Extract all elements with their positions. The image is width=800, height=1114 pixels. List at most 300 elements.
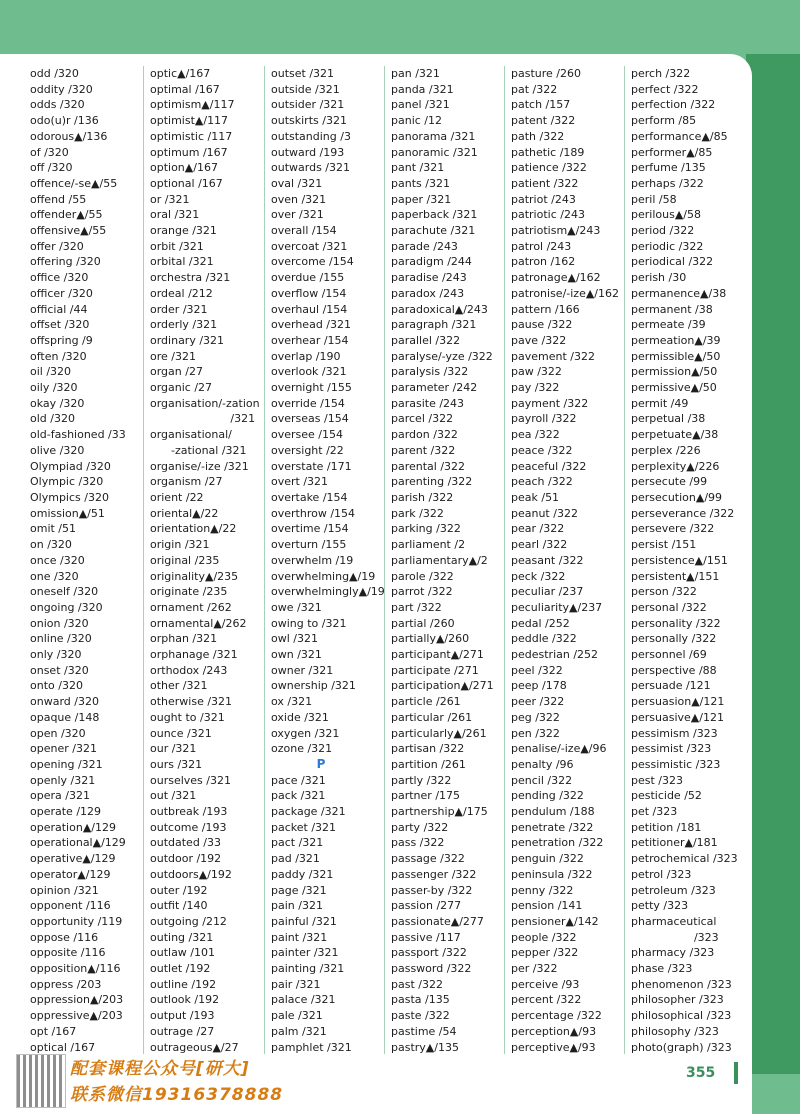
word-entry: perpetual /38: [631, 412, 706, 426]
word-entry: penalise/-ize▲/96: [511, 742, 607, 756]
word-entry: parliament /2: [391, 538, 466, 552]
word-entry: paradox /243: [391, 286, 465, 300]
word-entry: organism /27: [150, 475, 223, 489]
word-entry: /321: [150, 412, 256, 426]
word-entry: ornamental▲/262: [150, 616, 247, 630]
word-entry: perception▲/93: [511, 1024, 597, 1038]
word-entry: perform /85: [631, 114, 697, 128]
word-entry: philosophical /323: [631, 1009, 732, 1023]
word-entry: olive /320: [30, 443, 85, 457]
word-entry: overhear /154: [271, 333, 349, 347]
word-entry: pension /141: [511, 899, 583, 913]
word-entry: overcoat /321: [271, 239, 348, 253]
word-entry: opener /321: [30, 742, 97, 756]
word-entry: orchestra /321: [150, 271, 231, 285]
word-entry: permanence▲/38: [631, 286, 727, 300]
word-entry: panoramic /321: [391, 145, 478, 159]
word-entry: overwhelming▲/19: [271, 569, 376, 583]
word-entry: pan /321: [391, 67, 440, 80]
word-entry: pepper /322: [511, 946, 579, 960]
word-entry: office /320: [30, 271, 89, 285]
word-entry: one /320: [30, 569, 79, 583]
word-entry: partial /260: [391, 616, 455, 630]
word-entry: ought to /321: [150, 710, 225, 724]
word-entry: old /320: [30, 412, 75, 426]
word-column-5: [511, 66, 631, 1056]
word-entry: pedestrian /252: [511, 648, 599, 662]
word-entry: persuasive▲/121: [631, 710, 724, 724]
word-entry: pastry▲/135: [391, 1040, 459, 1054]
word-entry: offset /320: [30, 318, 90, 332]
word-entry: park /322: [391, 506, 444, 520]
word-entry: passenger /322: [391, 867, 477, 881]
word-entry: oxygen /321: [271, 726, 340, 740]
word-entry: ornament /262: [150, 600, 232, 614]
word-entry: pea /322: [511, 428, 560, 442]
word-entry: peril /58: [631, 192, 677, 206]
word-entry: option▲/167: [150, 161, 218, 175]
word-entry: panorama /321: [391, 129, 476, 143]
word-entry: pharmacy /323: [631, 946, 715, 960]
word-entry: persist /151: [631, 538, 697, 552]
word-entry: oppressive▲/203: [30, 1009, 123, 1023]
word-entry: peg /322: [511, 710, 560, 724]
word-entry: pedal /252: [511, 616, 570, 630]
word-entry: personnel /69: [631, 648, 707, 662]
word-entry: parent /322: [391, 443, 456, 457]
word-entry: pessimistic /323: [631, 757, 721, 771]
word-entry: opera /321: [30, 789, 90, 803]
word-entry: parish /322: [391, 490, 454, 504]
word-entry: permanent /38: [631, 302, 713, 316]
word-entry: online /320: [30, 632, 92, 646]
word-column-3: [271, 66, 391, 1056]
word-entry: pessimist /323: [631, 742, 712, 756]
word-entry: oxide /321: [271, 710, 329, 724]
word-entry: orphanage /321: [150, 648, 238, 662]
word-entry: orient /22: [150, 490, 204, 504]
section-letter: P: [316, 756, 326, 771]
word-entry: pear /322: [511, 522, 565, 536]
word-entry: periodical /322: [631, 255, 714, 269]
word-entry: philosophy /323: [631, 1024, 719, 1038]
word-entry: pencil /322: [511, 773, 573, 787]
edge-tab: [746, 54, 800, 1074]
word-entry: operational▲/129: [30, 836, 126, 850]
word-entry: overthrow /154: [271, 506, 356, 520]
word-entry: outlet /192: [150, 962, 211, 976]
word-entry: parking /322: [391, 522, 461, 536]
word-entry: peel /322: [511, 663, 563, 677]
word-entry: on /320: [30, 538, 72, 552]
word-entry: owner /321: [271, 663, 334, 677]
word-entry: owing to /321: [271, 616, 347, 630]
word-entry: outfit /140: [150, 899, 208, 913]
word-entry: paper /321: [391, 192, 452, 206]
word-entry: paw /322: [511, 365, 562, 379]
word-entry: parenting /322: [391, 475, 473, 489]
word-entry: paralysis /322: [391, 365, 469, 379]
word-entry: overlap /190: [271, 349, 341, 363]
word-entry: permission▲/50: [631, 365, 718, 379]
word-entry: passport /322: [391, 946, 467, 960]
word-entry: pasture /260: [511, 67, 581, 80]
word-entry: organic /27: [150, 381, 213, 395]
word-entry: operative▲/129: [30, 852, 116, 866]
word-entry: opposition▲/116: [30, 962, 121, 976]
word-entry: ownership /321: [271, 679, 356, 693]
word-entry: phenomenon /323: [631, 977, 732, 991]
word-entry: omission▲/51: [30, 506, 105, 520]
word-entry: pardon /322: [391, 428, 458, 442]
word-entry: parade /243: [391, 239, 458, 253]
word-entry: phase /323: [631, 962, 693, 976]
word-entry: patriotism▲/243: [511, 224, 601, 238]
word-entry: ongoing /320: [30, 600, 103, 614]
word-entry: perplexity▲/226: [631, 459, 720, 473]
word-entry: particularly▲/261: [391, 726, 487, 740]
word-entry: passer-by /322: [391, 883, 473, 897]
word-entry: permeate /39: [631, 318, 706, 332]
word-entry: oppress /203: [30, 977, 102, 991]
word-entry: outlook /192: [150, 993, 220, 1007]
word-entry: originate /235: [150, 585, 228, 599]
word-entry: orientation▲/22: [150, 522, 237, 536]
word-entry: outgoing /212: [150, 914, 227, 928]
word-entry: optimist▲/117: [150, 114, 229, 128]
word-entry: parachute /321: [391, 224, 476, 238]
word-entry: persecution▲/99: [631, 490, 723, 504]
word-entry: penny /322: [511, 883, 574, 897]
word-entry: paradigm /244: [391, 255, 472, 269]
word-entry: orbital /321: [150, 255, 214, 269]
word-entry: outrageous▲/27: [150, 1040, 239, 1054]
promo-line-1: 配套课程公众号[研大]: [70, 1059, 250, 1079]
word-entry: personally /322: [631, 632, 717, 646]
word-entry: outer /192: [150, 883, 208, 897]
word-entry: organ /27: [150, 365, 203, 379]
word-entry: peninsula /322: [511, 867, 593, 881]
word-entry: personal /322: [631, 600, 707, 614]
word-entry: pen /322: [511, 726, 560, 740]
word-entry: partly /322: [391, 773, 452, 787]
word-entry: onset /320: [30, 663, 89, 677]
word-entry: outward /193: [271, 145, 345, 159]
word-entry: oversight /22: [271, 443, 344, 457]
word-entry: persevere /322: [631, 522, 715, 536]
word-entry: other /321: [150, 679, 208, 693]
page-number-bar: [734, 1062, 738, 1084]
word-entry: optimism▲/117: [150, 98, 235, 112]
word-entry: patient /322: [511, 176, 579, 190]
word-entry: petrochemical /323: [631, 852, 738, 866]
word-entry: offend /55: [30, 192, 87, 206]
word-entry: offering /320: [30, 255, 101, 269]
word-entry: odd /320: [30, 67, 79, 80]
word-entry: operation▲/129: [30, 820, 116, 834]
word-column-6: [631, 66, 741, 1056]
word-entry: officer /320: [30, 286, 93, 300]
word-entry: party /322: [391, 820, 449, 834]
word-entry: otherwise /321: [150, 695, 233, 709]
word-entry: persistent▲/151: [631, 569, 720, 583]
word-entry: perpetuate▲/38: [631, 428, 719, 442]
word-entry: perch /322: [631, 67, 691, 80]
word-entry: outbreak /193: [150, 805, 228, 819]
word-entry: oneself /320: [30, 585, 99, 599]
word-entry: pending /322: [511, 789, 584, 803]
word-entry: oddity /320: [30, 82, 93, 96]
word-entry: patriot /243: [511, 192, 576, 206]
word-entry: paralyse/-yze /322: [391, 349, 493, 363]
word-entry: open /320: [30, 726, 86, 740]
word-entry: page /321: [271, 883, 327, 897]
word-entry: onward /320: [30, 695, 99, 709]
word-entry: organisational/: [150, 428, 232, 442]
word-entry: overstate /171: [271, 459, 352, 473]
word-entry: /323: [631, 930, 719, 944]
word-entry: odds /320: [30, 98, 85, 112]
word-entry: person /322: [631, 585, 697, 599]
word-entry: pamphlet /321: [271, 1040, 352, 1054]
word-entry: personality /322: [631, 616, 721, 630]
word-entry: overtime /154: [271, 522, 349, 536]
qr-code-icon: [16, 1054, 66, 1108]
word-entry: paste /322: [391, 1009, 450, 1023]
word-entry: passage /322: [391, 852, 465, 866]
word-entry: petty /323: [631, 899, 689, 913]
word-entry: optical /167: [30, 1040, 96, 1054]
word-entry: optic▲/167: [150, 67, 211, 80]
word-entry: opening /321: [30, 757, 103, 771]
word-entry: persuasion▲/121: [631, 695, 725, 709]
word-entry: pavement /322: [511, 349, 595, 363]
word-entry: partition /261: [391, 757, 466, 771]
word-entry: oval /321: [271, 176, 323, 190]
word-entry: onion /320: [30, 616, 89, 630]
promo-banner: [16, 1052, 316, 1108]
word-entry: orthodox /243: [150, 663, 228, 677]
word-entry: oppression▲/203: [30, 993, 124, 1007]
word-entry: period /322: [631, 224, 695, 238]
word-entry: pendulum /188: [511, 805, 595, 819]
word-entry: pale /321: [271, 1009, 323, 1023]
word-entry: oriental▲/22: [150, 506, 219, 520]
word-entry: percentage /322: [511, 1009, 602, 1023]
word-entry: originality▲/235: [150, 569, 239, 583]
word-entry: patience /322: [511, 161, 587, 175]
word-entry: -zational /321: [150, 443, 247, 457]
word-entry: override /154: [271, 396, 345, 410]
word-entry: partisan /322: [391, 742, 465, 756]
word-entry: opposite /116: [30, 946, 106, 960]
word-entry: passive /117: [391, 930, 461, 944]
word-entry: parole /322: [391, 569, 454, 583]
word-entry: oppose /116: [30, 930, 99, 944]
word-entry: only /320: [30, 648, 82, 662]
word-entry: perilous▲/58: [631, 208, 701, 222]
word-entry: outwards /321: [271, 161, 350, 175]
word-entry: of /320: [30, 145, 69, 159]
word-entry: Olympic /320: [30, 475, 104, 489]
word-entry: pay /322: [511, 381, 560, 395]
word-entry: peep /178: [511, 679, 567, 693]
word-entry: particle /261: [391, 695, 461, 709]
word-entry: painting /321: [271, 962, 345, 976]
word-entry: peace /322: [511, 443, 573, 457]
word-entry: permissible▲/50: [631, 349, 721, 363]
word-entry: permeation▲/39: [631, 333, 721, 347]
word-entry: ore /321: [150, 349, 196, 363]
word-entry: perceptive▲/93: [511, 1040, 596, 1054]
word-entry: offensive▲/55: [30, 224, 107, 238]
word-entry: perseverance /322: [631, 506, 735, 520]
word-entry: pants /321: [391, 176, 450, 190]
word-entry: periodic /322: [631, 239, 704, 253]
word-entry: old-fashioned /33: [30, 428, 126, 442]
promo-line-2: 联系微信19316378888: [70, 1085, 284, 1105]
word-entry: participant▲/271: [391, 648, 484, 662]
word-entry: participation▲/271: [391, 679, 494, 693]
word-entry: peculiarity▲/237: [511, 600, 603, 614]
word-entry: penalty /96: [511, 757, 574, 771]
word-entry: pace /321: [271, 773, 326, 787]
word-entry: patrol /243: [511, 239, 572, 253]
word-entry: perceive /93: [511, 977, 580, 991]
word-entry: overtake /154: [271, 490, 348, 504]
word-entry: openly /321: [30, 773, 96, 787]
word-entry: parental /322: [391, 459, 466, 473]
word-entry: parallel /322: [391, 333, 461, 347]
word-entry: outing /321: [150, 930, 214, 944]
word-entry: patronise/-ize▲/162: [511, 286, 620, 300]
word-entry: owl /321: [271, 632, 318, 646]
word-entry: pat /322: [511, 82, 558, 96]
word-entry: overall /154: [271, 224, 337, 238]
word-entry: palm /321: [271, 1024, 327, 1038]
word-entry: outdated /33: [150, 836, 222, 850]
word-entry: pattern /166: [511, 302, 580, 316]
word-entry: penguin /322: [511, 852, 584, 866]
word-entry: peck /322: [511, 569, 566, 583]
word-entry: overt /321: [271, 475, 329, 489]
word-entry: overwhelm /19: [271, 553, 354, 567]
word-entry: panic /12: [391, 114, 442, 128]
word-entry: parcel /322: [391, 412, 454, 426]
word-entry: opinion /321: [30, 883, 99, 897]
word-entry: outlaw /101: [150, 946, 216, 960]
word-entry: original /235: [150, 553, 220, 567]
word-entry: opportunity /119: [30, 914, 123, 928]
word-entry: paddy /321: [271, 867, 334, 881]
word-entry: outrage /27: [150, 1024, 215, 1038]
word-entry: petitioner▲/181: [631, 836, 718, 850]
word-entry: perhaps /322: [631, 176, 704, 190]
word-entry: penetrate /322: [511, 820, 594, 834]
word-entry: pessimism /323: [631, 726, 718, 740]
word-entry: orange /321: [150, 224, 217, 238]
word-entry: organisation/-zation: [150, 396, 260, 410]
word-entry: offspring /9: [30, 333, 93, 347]
word-entry: particular /261: [391, 710, 473, 724]
word-entry: odorous▲/136: [30, 129, 108, 143]
word-entry: paint /321: [271, 930, 328, 944]
word-entry: palace /321: [271, 993, 336, 1007]
word-entry: oversee /154: [271, 428, 343, 442]
word-entry: patch /157: [511, 98, 571, 112]
word-entry: patron /162: [511, 255, 576, 269]
word-entry: parrot /322: [391, 585, 453, 599]
word-entry: photo(graph) /323: [631, 1040, 732, 1054]
word-entry: orderly /321: [150, 318, 218, 332]
word-entry: past /322: [391, 977, 443, 991]
word-entry: paradise /243: [391, 271, 467, 285]
word-entry: order /321: [150, 302, 208, 316]
word-entry: performance▲/85: [631, 129, 728, 143]
word-entry: outset /321: [271, 67, 335, 80]
word-entry: outline /192: [150, 977, 217, 991]
word-entry: oral /321: [150, 208, 200, 222]
word-entry: overhead /321: [271, 318, 351, 332]
word-column-2: [150, 66, 272, 1056]
word-entry: pathetic /189: [511, 145, 585, 159]
word-entry: pad /321: [271, 852, 320, 866]
word-entry: per /322: [511, 962, 558, 976]
word-entry: pain /321: [271, 899, 323, 913]
word-entry: peanut /322: [511, 506, 578, 520]
word-entry: paradoxical▲/243: [391, 302, 488, 316]
word-entry: part /322: [391, 600, 442, 614]
word-entry: over /321: [271, 208, 324, 222]
word-entry: passion /277: [391, 899, 462, 913]
word-entry: panel /321: [391, 98, 450, 112]
word-entry: organise/-ize /321: [150, 459, 249, 473]
word-entry: painter /321: [271, 946, 339, 960]
word-entry: outside /321: [271, 82, 340, 96]
word-entry: optional /167: [150, 176, 223, 190]
word-entry: owe /321: [271, 600, 322, 614]
word-entry: pass /322: [391, 836, 445, 850]
word-index: [30, 66, 742, 1056]
word-entry: pasta /135: [391, 993, 450, 1007]
word-entry: pave /322: [511, 333, 567, 347]
word-entry: overnight /155: [271, 381, 352, 395]
word-entry: participate /271: [391, 663, 479, 677]
word-entry: outstanding /3: [271, 129, 351, 143]
word-entry: passionate▲/277: [391, 914, 484, 928]
word-entry: oily /320: [30, 381, 78, 395]
word-entry: penetration /322: [511, 836, 604, 850]
word-entry: pest /323: [631, 773, 683, 787]
word-entry: pensioner▲/142: [511, 914, 599, 928]
word-entry: outdoors▲/192: [150, 867, 232, 881]
word-entry: petroleum /323: [631, 883, 716, 897]
word-entry: output /193: [150, 1009, 215, 1023]
word-entry: outdoor /192: [150, 852, 222, 866]
word-column-4: [391, 66, 511, 1056]
word-entry: philosopher /323: [631, 993, 724, 1007]
word-entry: our /321: [150, 742, 197, 756]
word-entry: outsider /321: [271, 98, 345, 112]
word-entry: once /320: [30, 553, 85, 567]
word-entry: packet /321: [271, 820, 337, 834]
word-entry: omit /51: [30, 522, 77, 536]
word-entry: ordinary /321: [150, 333, 225, 347]
word-entry: petition /181: [631, 820, 702, 834]
word-entry: okay /320: [30, 396, 85, 410]
word-entry: perfection /322: [631, 98, 716, 112]
word-entry: ox /321: [271, 695, 313, 709]
